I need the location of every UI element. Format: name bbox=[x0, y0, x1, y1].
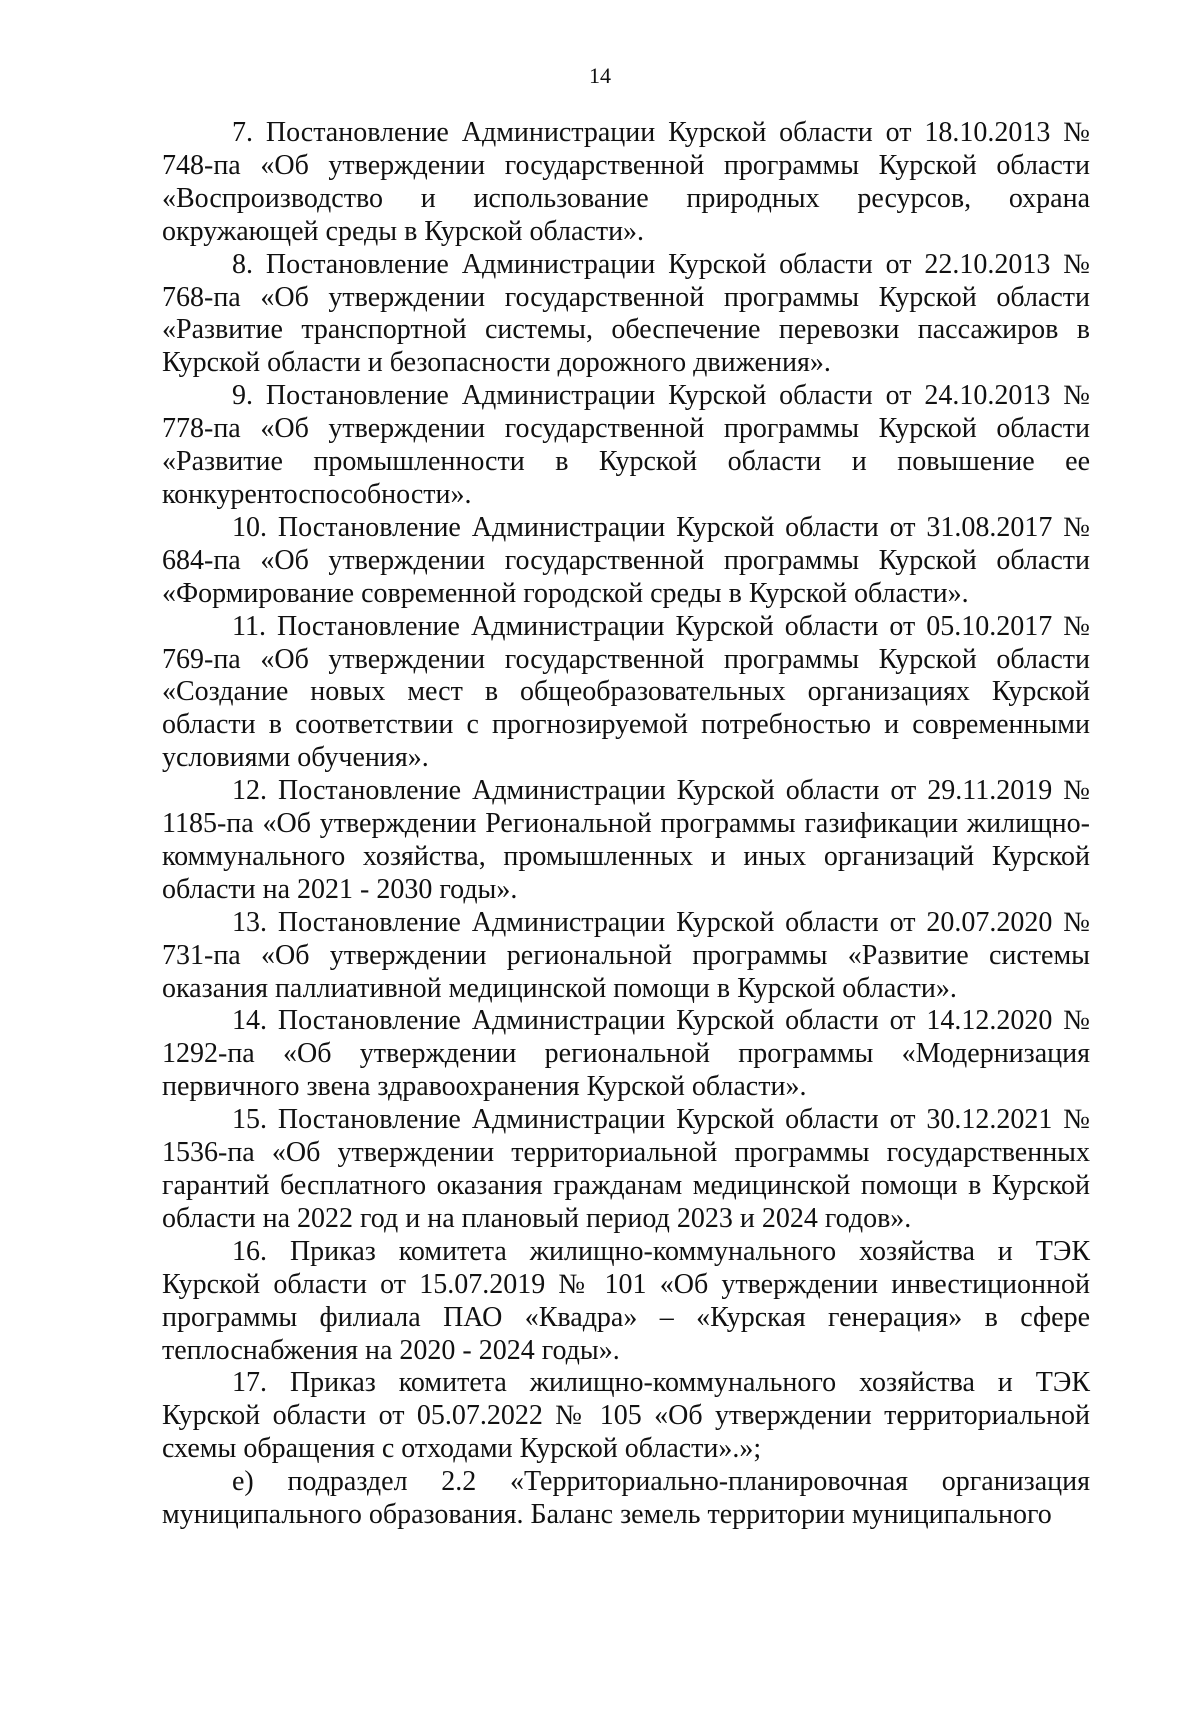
document-body bbox=[162, 117, 1090, 1532]
list-item-9: 9. Постановление Администрации Курской области от 24.10.2013 № 778-па «Об утверждении государственной программы Курской области «Развитие промышленности в Курской области и повышение ее конкурентоспособности». bbox=[162, 380, 1090, 510]
list-item-17: 17. Приказ комитета жилищно-коммунального хозяйства и ТЭК Курской области от 05.07.2022 № 105 «Об утверждении территориальной схемы обращения с отходами Курской области».»; bbox=[162, 1367, 1090, 1465]
list-item-15: 15. Постановление Администрации Курской области от 30.12.2021 № 1536-па «Об утверждении территориальной программы государственных гарантий бесплатного оказания гражданам медицинской помощи в Курской области на 2022 год и на плановый период 2023 и 2024 годов». bbox=[162, 1104, 1090, 1234]
list-item-14: 14. Постановление Администрации Курской области от 14.12.2020 № 1292-па «Об утверждении региональной программы «Модернизация первичного звена здравоохранения Курской области». bbox=[162, 1005, 1090, 1103]
page-number: 14 bbox=[589, 63, 611, 88]
list-item-7: 7. Постановление Администрации Курской области от 18.10.2013 № 748-па «Об утверждении государственной программы Курской области «Воспроизводство и использование природных ресурсов, охрана окружающей среды в Курской области». bbox=[162, 117, 1090, 247]
list-item-13: 13. Постановление Администрации Курской области от 20.07.2020 № 731-па «Об утверждении региональной программы «Развитие системы оказания паллиативной медицинской помощи в Курской области». bbox=[162, 906, 1090, 1004]
list-item-8: 8. Постановление Администрации Курской области от 22.10.2013 № 768-па «Об утверждении государственной программы Курской области «Развитие транспортной системы, обеспечение перевозки пассажиров в Курской области и безопасности дорожного движения». bbox=[162, 248, 1090, 379]
list-item-12: 12. Постановление Администрации Курской области от 29.11.2019 № 1185-па «Об утверждении Региональной программы газификации жилищно-коммунального хозяйства, промышленных и иных организаций Курской области на 2021 - 2030 годы». bbox=[162, 775, 1090, 905]
list-item-10: 10. Постановление Администрации Курской области от 31.08.2017 № 684-па «Об утверждении государственной программы Курской области «Формирование современной городской среды в Курской области». bbox=[162, 511, 1090, 609]
list-item-11: 11. Постановление Администрации Курской области от 05.10.2017 № 769-па «Об утверждении государственной программы Курской области «Создание новых мест в общеобразовательных организациях Курской области в соответствии с прогнозируемой потребностью и современными условиями обучения». bbox=[162, 610, 1090, 774]
list-item-16: 16. Приказ комитета жилищно-коммунального хозяйства и ТЭК Курской области от 15.07.2019 № 101 «Об утверждении инвестиционной программы филиала ПАО «Квадра» – «Курская генерация» в сфере теплоснабжения на 2020 - 2024 годы». bbox=[162, 1235, 1090, 1366]
subsection-e-paragraph: е) подраздел 2.2 «Территориально-планировочная организация муниципального образования. Баланс земель территории муниципального bbox=[162, 1466, 1090, 1531]
